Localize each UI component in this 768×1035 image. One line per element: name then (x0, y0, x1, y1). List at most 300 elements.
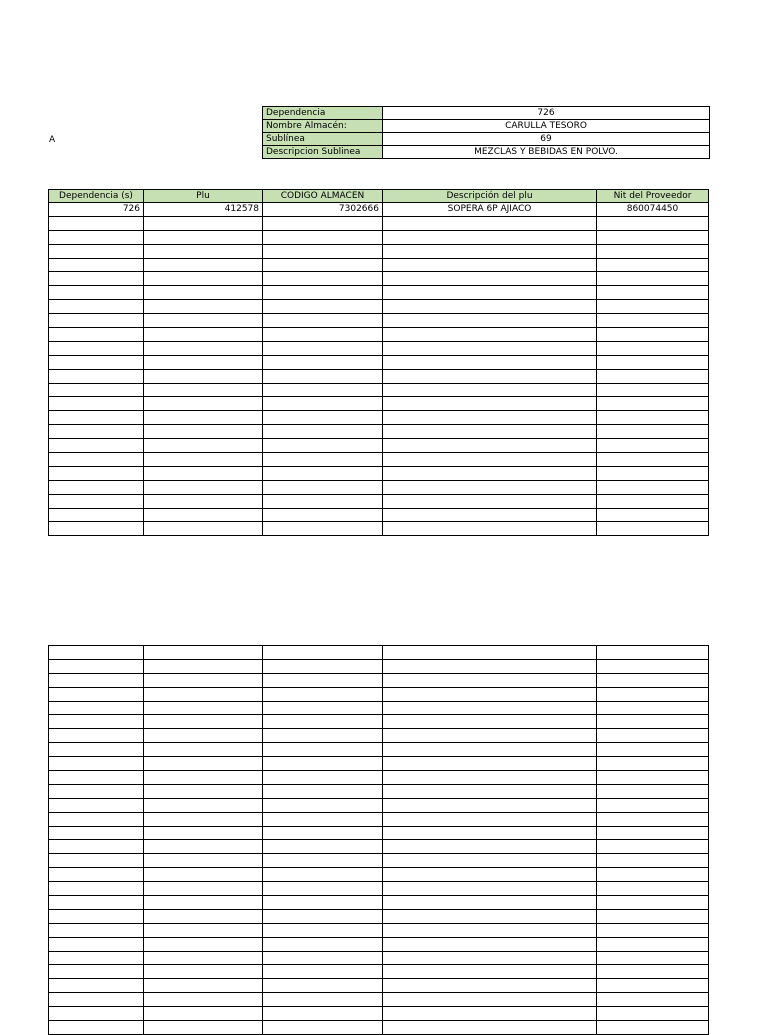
table-cell: 412578 (144, 203, 263, 217)
info-label: Nombre Almacén: (263, 120, 383, 133)
empty-cell (383, 993, 597, 1007)
empty-cell (144, 397, 263, 411)
header-cell: Descripción del plu (383, 190, 597, 203)
empty-cell (383, 979, 597, 993)
empty-cell (383, 230, 597, 244)
empty-row (49, 230, 709, 244)
empty-row (49, 882, 709, 896)
empty-cell (597, 355, 709, 369)
empty-row (49, 909, 709, 923)
empty-cell (383, 508, 597, 522)
empty-cell (383, 258, 597, 272)
empty-cell (263, 882, 383, 896)
info-label: Dependencia (263, 107, 383, 120)
empty-cell (383, 854, 597, 868)
empty-cell (144, 909, 263, 923)
header-cell: CODIGO ALMACEN (263, 190, 383, 203)
empty-cell (597, 798, 709, 812)
empty-cell (144, 673, 263, 687)
empty-cell (49, 369, 144, 383)
empty-cell (383, 286, 597, 300)
empty-cell (49, 868, 144, 882)
empty-cell (144, 687, 263, 701)
empty-cell (49, 508, 144, 522)
empty-row (49, 286, 709, 300)
empty-cell (263, 923, 383, 937)
empty-cell (144, 729, 263, 743)
empty-cell (144, 411, 263, 425)
empty-cell (263, 244, 383, 258)
empty-cell (263, 951, 383, 965)
blank-table (48, 645, 709, 1035)
empty-cell (263, 965, 383, 979)
header-row (49, 190, 709, 203)
info-value: MEZCLAS Y BEBIDAS EN POLVO. (383, 146, 710, 159)
empty-cell (597, 300, 709, 314)
empty-cell (144, 715, 263, 729)
empty-cell (263, 466, 383, 480)
info-row (263, 107, 710, 120)
product-table (48, 189, 709, 536)
empty-cell (383, 355, 597, 369)
empty-row (49, 729, 709, 743)
empty-row (49, 812, 709, 826)
empty-cell (144, 480, 263, 494)
empty-row (49, 300, 709, 314)
empty-cell (49, 896, 144, 910)
empty-row (49, 314, 709, 328)
empty-cell (144, 951, 263, 965)
empty-cell (383, 687, 597, 701)
empty-row (49, 798, 709, 812)
empty-cell (597, 896, 709, 910)
empty-cell (263, 757, 383, 771)
empty-cell (597, 494, 709, 508)
empty-cell (597, 937, 709, 951)
empty-cell (383, 244, 597, 258)
empty-cell (263, 480, 383, 494)
empty-cell (597, 272, 709, 286)
empty-cell (597, 923, 709, 937)
empty-cell (383, 896, 597, 910)
empty-cell (144, 258, 263, 272)
empty-cell (383, 216, 597, 230)
empty-row (49, 1021, 709, 1035)
empty-cell (597, 965, 709, 979)
empty-cell (597, 466, 709, 480)
header-cell: Plu (144, 190, 263, 203)
empty-cell (597, 258, 709, 272)
empty-cell (597, 1007, 709, 1021)
empty-cell (383, 812, 597, 826)
empty-cell (597, 784, 709, 798)
empty-cell (49, 687, 144, 701)
empty-cell (597, 840, 709, 854)
empty-row (49, 439, 709, 453)
empty-cell (383, 965, 597, 979)
empty-cell (144, 341, 263, 355)
empty-cell (49, 979, 144, 993)
empty-cell (144, 757, 263, 771)
empty-cell (263, 397, 383, 411)
empty-cell (597, 216, 709, 230)
empty-row (49, 993, 709, 1007)
empty-row (49, 771, 709, 785)
empty-cell (49, 923, 144, 937)
empty-cell (144, 439, 263, 453)
empty-row (49, 216, 709, 230)
empty-row (49, 951, 709, 965)
empty-cell (383, 439, 597, 453)
empty-cell (49, 244, 144, 258)
empty-cell (49, 646, 144, 660)
empty-cell (597, 979, 709, 993)
empty-cell (49, 812, 144, 826)
empty-cell (49, 397, 144, 411)
empty-cell (49, 286, 144, 300)
empty-cell (263, 854, 383, 868)
empty-cell (144, 244, 263, 258)
empty-cell (263, 826, 383, 840)
empty-cell (597, 286, 709, 300)
empty-cell (49, 659, 144, 673)
empty-cell (383, 646, 597, 660)
empty-cell (144, 355, 263, 369)
empty-cell (383, 341, 597, 355)
empty-cell (383, 882, 597, 896)
empty-cell (597, 771, 709, 785)
empty-cell (263, 798, 383, 812)
empty-cell (49, 784, 144, 798)
empty-row (49, 397, 709, 411)
empty-cell (49, 771, 144, 785)
empty-row (49, 244, 709, 258)
empty-cell (263, 216, 383, 230)
empty-row (49, 840, 709, 854)
empty-cell (49, 411, 144, 425)
info-row (263, 133, 710, 146)
empty-cell (263, 701, 383, 715)
empty-cell (383, 840, 597, 854)
empty-cell (49, 715, 144, 729)
empty-cell (144, 826, 263, 840)
empty-cell (383, 397, 597, 411)
empty-cell (49, 383, 144, 397)
empty-cell (597, 715, 709, 729)
empty-cell (263, 341, 383, 355)
empty-cell (597, 729, 709, 743)
empty-cell (597, 993, 709, 1007)
empty-cell (49, 729, 144, 743)
empty-cell (263, 508, 383, 522)
empty-cell (49, 854, 144, 868)
empty-cell (383, 272, 597, 286)
empty-cell (49, 937, 144, 951)
empty-cell (383, 480, 597, 494)
empty-cell (263, 659, 383, 673)
empty-cell (383, 729, 597, 743)
empty-row (49, 508, 709, 522)
empty-cell (383, 522, 597, 536)
empty-cell (49, 743, 144, 757)
info-row (263, 120, 710, 133)
empty-row (49, 659, 709, 673)
table-cell: SOPERA 6P AJIACO (383, 203, 597, 217)
empty-cell (144, 659, 263, 673)
empty-cell (263, 300, 383, 314)
empty-cell (144, 812, 263, 826)
empty-cell (49, 272, 144, 286)
empty-cell (383, 701, 597, 715)
empty-cell (144, 494, 263, 508)
empty-cell (144, 272, 263, 286)
empty-cell (263, 425, 383, 439)
empty-cell (263, 868, 383, 882)
empty-row (49, 743, 709, 757)
empty-cell (383, 673, 597, 687)
empty-cell (49, 480, 144, 494)
empty-cell (144, 216, 263, 230)
empty-cell (49, 216, 144, 230)
empty-cell (49, 355, 144, 369)
column-marker: A (49, 135, 56, 145)
empty-cell (263, 383, 383, 397)
empty-cell (263, 439, 383, 453)
empty-cell (383, 826, 597, 840)
empty-cell (49, 328, 144, 342)
empty-row (49, 425, 709, 439)
empty-cell (383, 369, 597, 383)
empty-cell (144, 798, 263, 812)
empty-row (49, 673, 709, 687)
empty-cell (597, 757, 709, 771)
empty-cell (49, 882, 144, 896)
empty-cell (144, 300, 263, 314)
empty-cell (383, 757, 597, 771)
empty-cell (383, 466, 597, 480)
empty-cell (263, 453, 383, 467)
empty-cell (597, 659, 709, 673)
empty-cell (144, 701, 263, 715)
empty-cell (597, 411, 709, 425)
empty-row (49, 868, 709, 882)
empty-cell (144, 868, 263, 882)
empty-cell (49, 909, 144, 923)
empty-cell (263, 272, 383, 286)
empty-cell (144, 784, 263, 798)
empty-cell (49, 230, 144, 244)
empty-row (49, 522, 709, 536)
empty-cell (144, 937, 263, 951)
empty-cell (383, 453, 597, 467)
empty-cell (597, 646, 709, 660)
empty-row (49, 494, 709, 508)
empty-cell (383, 743, 597, 757)
empty-cell (383, 383, 597, 397)
header-cell: Dependencia (s) (49, 190, 144, 203)
empty-cell (49, 522, 144, 536)
empty-cell (49, 798, 144, 812)
empty-cell (49, 1007, 144, 1021)
empty-cell (49, 757, 144, 771)
empty-cell (263, 715, 383, 729)
empty-cell (383, 314, 597, 328)
empty-cell (144, 646, 263, 660)
empty-cell (597, 480, 709, 494)
empty-cell (263, 355, 383, 369)
empty-row (49, 328, 709, 342)
empty-cell (263, 286, 383, 300)
empty-cell (383, 937, 597, 951)
empty-row (49, 923, 709, 937)
empty-cell (263, 411, 383, 425)
empty-cell (263, 979, 383, 993)
empty-row (49, 854, 709, 868)
empty-cell (597, 439, 709, 453)
empty-cell (597, 397, 709, 411)
empty-cell (263, 494, 383, 508)
header-cell: Nit del Proveedor (597, 190, 709, 203)
empty-cell (597, 314, 709, 328)
info-table (262, 106, 710, 159)
empty-cell (597, 383, 709, 397)
empty-cell (597, 508, 709, 522)
empty-cell (263, 328, 383, 342)
empty-cell (144, 840, 263, 854)
empty-cell (597, 244, 709, 258)
empty-cell (263, 812, 383, 826)
empty-cell (597, 826, 709, 840)
info-label: Descripcion Sublinea (263, 146, 383, 159)
empty-cell (597, 673, 709, 687)
empty-cell (263, 687, 383, 701)
empty-cell (49, 300, 144, 314)
empty-cell (263, 1007, 383, 1021)
empty-row (49, 826, 709, 840)
empty-cell (263, 314, 383, 328)
empty-row (49, 341, 709, 355)
empty-cell (263, 1021, 383, 1035)
empty-cell (144, 230, 263, 244)
empty-cell (49, 1021, 144, 1035)
empty-cell (383, 1007, 597, 1021)
empty-cell (597, 522, 709, 536)
empty-cell (383, 951, 597, 965)
empty-cell (49, 466, 144, 480)
empty-cell (383, 798, 597, 812)
empty-row (49, 383, 709, 397)
empty-row (49, 937, 709, 951)
empty-row (49, 453, 709, 467)
empty-row (49, 411, 709, 425)
empty-row (49, 355, 709, 369)
empty-cell (383, 328, 597, 342)
empty-cell (597, 369, 709, 383)
empty-cell (597, 230, 709, 244)
empty-cell (263, 771, 383, 785)
empty-cell (49, 494, 144, 508)
empty-cell (383, 411, 597, 425)
empty-cell (144, 286, 263, 300)
empty-cell (144, 896, 263, 910)
info-row (263, 146, 710, 159)
empty-cell (597, 909, 709, 923)
empty-cell (144, 743, 263, 757)
empty-cell (263, 993, 383, 1007)
info-value: CARULLA TESORO (383, 120, 710, 133)
info-value: 726 (383, 107, 710, 120)
empty-row (49, 715, 709, 729)
empty-cell (383, 300, 597, 314)
empty-cell (49, 453, 144, 467)
empty-cell (383, 771, 597, 785)
empty-cell (49, 439, 144, 453)
empty-cell (383, 494, 597, 508)
empty-row (49, 646, 709, 660)
empty-cell (49, 314, 144, 328)
empty-cell (597, 453, 709, 467)
empty-cell (144, 328, 263, 342)
empty-cell (144, 771, 263, 785)
empty-cell (263, 522, 383, 536)
empty-cell (144, 993, 263, 1007)
empty-cell (49, 341, 144, 355)
empty-cell (383, 715, 597, 729)
empty-row (49, 896, 709, 910)
empty-cell (144, 965, 263, 979)
empty-cell (263, 258, 383, 272)
empty-row (49, 369, 709, 383)
empty-cell (144, 1021, 263, 1035)
empty-cell (597, 951, 709, 965)
table-cell: 860074450 (597, 203, 709, 217)
empty-cell (144, 923, 263, 937)
table-cell: 726 (49, 203, 144, 217)
empty-cell (144, 854, 263, 868)
empty-cell (49, 425, 144, 439)
empty-cell (263, 937, 383, 951)
empty-cell (383, 923, 597, 937)
empty-cell (49, 258, 144, 272)
empty-cell (597, 868, 709, 882)
empty-cell (383, 659, 597, 673)
empty-row (49, 701, 709, 715)
empty-cell (597, 425, 709, 439)
empty-row (49, 258, 709, 272)
info-label: Sublínea (263, 133, 383, 146)
empty-cell (263, 909, 383, 923)
empty-cell (597, 341, 709, 355)
empty-cell (49, 840, 144, 854)
empty-cell (144, 466, 263, 480)
empty-row (49, 965, 709, 979)
empty-cell (49, 701, 144, 715)
empty-row (49, 687, 709, 701)
empty-cell (144, 453, 263, 467)
empty-cell (597, 1021, 709, 1035)
empty-cell (49, 826, 144, 840)
empty-cell (263, 784, 383, 798)
empty-cell (263, 646, 383, 660)
empty-cell (263, 230, 383, 244)
empty-cell (597, 328, 709, 342)
empty-cell (144, 508, 263, 522)
info-value: 69 (383, 133, 710, 146)
empty-cell (383, 868, 597, 882)
table-cell: 7302666 (263, 203, 383, 217)
empty-cell (597, 687, 709, 701)
empty-cell (597, 812, 709, 826)
